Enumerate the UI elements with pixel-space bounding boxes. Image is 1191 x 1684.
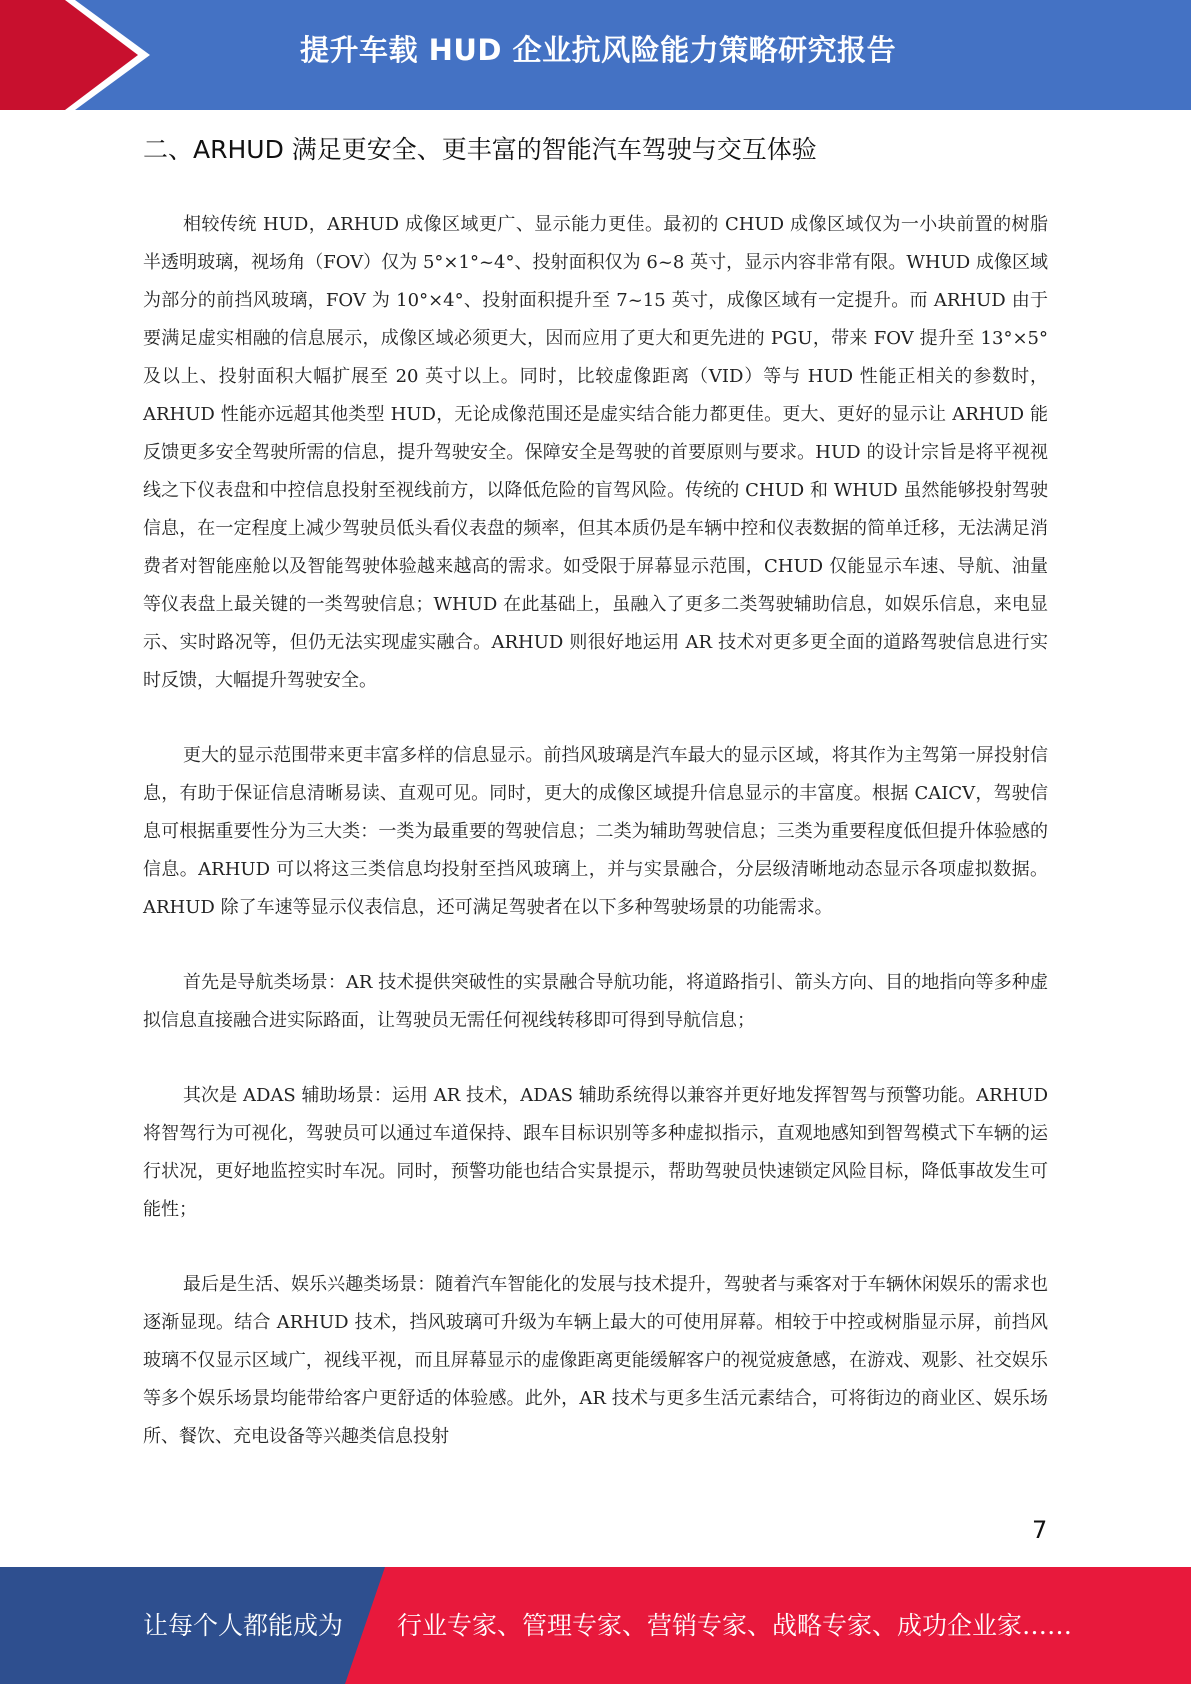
section-heading: 二、ARHUD 满足更安全、更丰富的智能汽车驾驶与交互体验 [143, 135, 817, 164]
page-header [0, 0, 1191, 110]
page-number: 7 [1032, 1516, 1048, 1544]
body-content [143, 206, 1048, 1493]
footer-slogan-right: 行业专家、管理专家、营销专家、战略专家、成功企业家…… [397, 1611, 1073, 1640]
paragraph: 更大的显示范围带来更丰富多样的信息显示。前挡风玻璃是汽车最大的显示区域，将其作为主驾第一屏投射信息，有助于保证信息清晰易读、直观可见。同时，更大的成像区域提升信息显示的丰富度。根据 CAICV，驾驶信息可根据重要性分为三大类：一类为最重要的驾驶信息；二类为辅助驾驶信息；三类为重要程度低但提升体验感的信息。ARHUD 可以将这三类信息均投射至挡风玻璃上，并与实景融合，分层级清晰地动态显示各项虚拟数据。ARHUD 除了车速等显示仪表信息，还可满足驾驶者在以下多种驾驶场景的功能需求。 [143, 745, 1048, 918]
paragraph: 首先是导航类场景：AR 技术提供突破性的实景融合导航功能，将道路指引、箭头方向、目的地指向等多种虚拟信息直接融合进实际路面，让驾驶员无需任何视线转移即可得到导航信息； [143, 972, 1048, 1031]
report-title: 提升车载 HUD 企业抗风险能力策略研究报告 [300, 33, 897, 67]
page-footer [0, 1567, 1191, 1684]
paragraph: 最后是生活、娱乐兴趣类场景：随着汽车智能化的发展与技术提升，驾驶者与乘客对于车辆休闲娱乐的需求也逐渐显现。结合 ARHUD 技术，挡风玻璃可升级为车辆上最大的可使用屏幕。相较于中控或树脂显示屏，前挡风玻璃不仅显示区域广，视线平视，而且屏幕显示的虚像距离更能缓解客户的视觉疲惫感，在游戏、观影、社交娱乐等多个娱乐场景均能带给客户更舒适的体验感。此外，AR 技术与更多生活元素结合，可将街边的商业区、娱乐场所、餐饮、充电设备等兴趣类信息投射 [143, 1274, 1048, 1447]
paragraph: 其次是 ADAS 辅助场景：运用 AR 技术，ADAS 辅助系统得以兼容并更好地发挥智驾与预警功能。ARHUD 将智驾行为可视化，驾驶员可以通过车道保持、跟车目标识别等多种虚拟指示，直观地感知到智驾模式下车辆的运行状况，更好地监控实时车况。同时，预警功能也结合实景提示，帮助驾驶员快速锁定风险目标，降低事故发生可能性； [143, 1085, 1048, 1220]
header-arrow-decoration [0, 0, 160, 110]
footer-slogan-left: 让每个人都能成为 [143, 1611, 344, 1640]
paragraph: 相较传统 HUD，ARHUD 成像区域更广、显示能力更佳。最初的 CHUD 成像区域仅为一小块前置的树脂半透明玻璃，视场角（FOV）仅为 5°×1°~4°、投射面积仅为 6~8 英寸，显示内容非常有限。WHUD 成像区域为部分的前挡风玻璃，FOV 为 10°×4°、投射面积提升至 7~15 英寸，成像区域有一定提升。而 ARHUD 由于要满足虚实相融的信息展示，成像区域必须更大，因而应用了更大和更先进的 PGU，带来 FOV 提升至 13°×5°及以上、投射面积大幅扩展至 20 英寸以上。同时，比较虚像距离（VID）等与 HUD 性能正相关的参数时，ARHUD 性能亦远超其他类型 HUD，无论成像范围还是虚实结合能力都更佳。更大、更好的显示让 ARHUD 能反馈更多安全驾驶所需的信息，提升驾驶安全。保障安全是驾驶的首要原则与要求。HUD 的设计宗旨是将平视视线之下仪表盘和中控信息投射至视线前方，以降低危险的盲驾风险。传统的 CHUD 和 WHUD 虽然能够投射驾驶信息，在一定程度上减少驾驶员低头看仪表盘的频率，但其本质仍是车辆中控和仪表数据的简单迁移，无法满足消费者对智能座舱以及智能驾驶体验越来越高的需求。如受限于屏幕显示范围，CHUD 仅能显示车速、导航、油量等仪表盘上最关键的一类驾驶信息；WHUD 在此基础上，虽融入了更多二类驾驶辅助信息，如娱乐信息，来电显示、实时路况等，但仍无法实现虚实融合。ARHUD 则很好地运用 AR 技术对更多更全面的道路驾驶信息进行实时反馈，大幅提升驾驶安全。 [143, 214, 1048, 691]
